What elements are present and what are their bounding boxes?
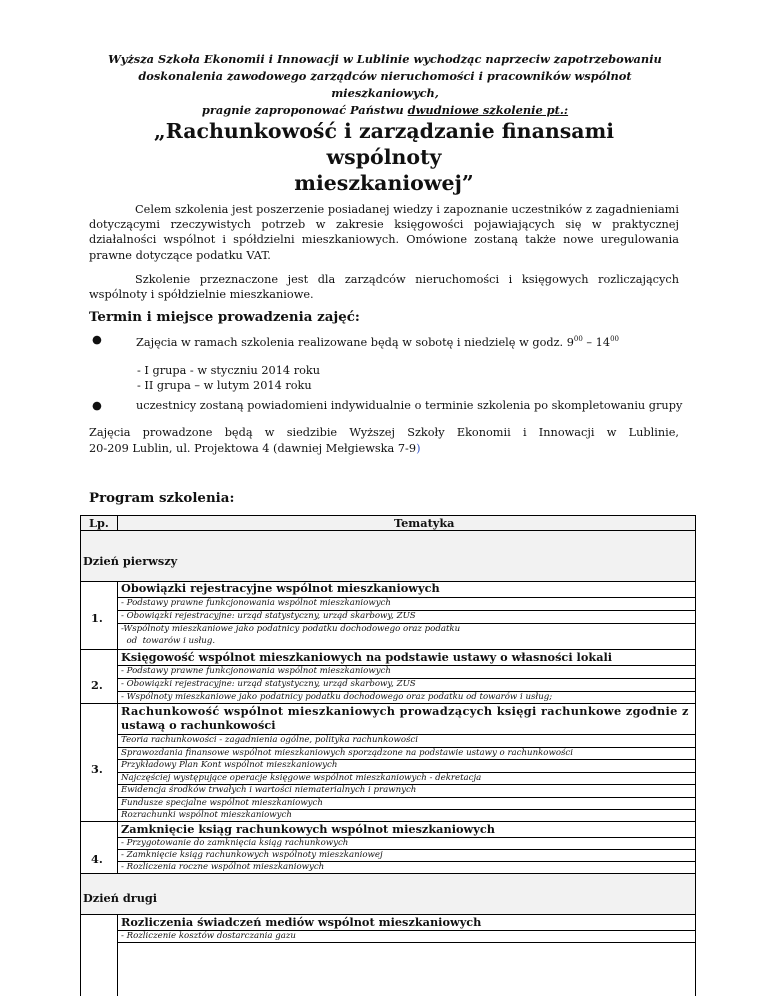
list-item: Sprawozdania finansowe wspólnot mieszkaniowych sporządzone na podstawie ustawy o rachunkowości <box>121 748 573 758</box>
list-item: - Wspólnoty mieszkaniowe jako podatnicy podatku dochodowego oraz podatku od towarów i usług; <box>121 692 553 702</box>
program-heading: Program szkolenia: <box>89 490 235 506</box>
venue-paragraph: Zajęcia prowadzone będą w siedzibie Wyższej Szkoły Ekonomii i Innowacji w Lublinie, 20-209 Lublin, ul. Projektowa 4 (dawniej Mełgiewska 7-9) <box>89 426 679 455</box>
list-item: Najczęściej występujące operacje księgowe wspólnot mieszkaniowych - dekretacja <box>121 773 482 783</box>
column-header-topic: Tematyka <box>394 516 455 530</box>
section-3-title: Rachunkowość wspólnot mieszkaniowych prowadzących księgi rachunkowe zgodnie z ustawą o rachunkowości <box>121 704 689 732</box>
day-two-label: Dzień drugi <box>83 891 158 905</box>
section-4-number: 4. <box>91 852 103 866</box>
group-list: - I grupa - w styczniu 2014 roku - II grupa – w lutym 2014 roku <box>137 364 321 392</box>
audience-paragraph: Szkolenie przeznaczone jest dla zarządców nieruchomości i księgowych rozliczających wspólnoty i spółdzielnie mieszkaniowe. <box>89 273 679 302</box>
day-one-label: Dzień pierwszy <box>83 554 178 568</box>
purpose-paragraph: Celem szkolenia jest poszerzenie posiadanej wiedzy i zapoznanie uczestników z zagadnieniami dotyczącymi rzeczywistych potrzeb w zakresie księgowości pojawiających się w praktycznej działalności wspólnot i spółdzielni mieszkaniowych. Omówione zostaną także nowe uregulowania prawne dotyczące podatku VAT. <box>89 203 679 262</box>
list-item: - Rozliczenie kosztów dostarczania gazu <box>121 931 296 941</box>
list-item: -Wspólnoty mieszkaniowe jako podatnicy podatku dochodowego oraz podatku <box>121 624 461 634</box>
list-item: Rozrachunki wspólnot mieszkaniowych <box>121 810 292 820</box>
document-title: „Rachunkowość i zarządzanie finansami wspólnoty mieszkaniowej” <box>153 119 615 195</box>
bullet-icon: ● <box>92 333 102 346</box>
section-3-number: 3. <box>91 762 103 776</box>
list-item: od towarów i usług. <box>121 636 216 646</box>
section-2-number: 2. <box>91 678 103 692</box>
list-item: - Przygotowanie do zamknięcia ksiąg rachunkowych <box>121 838 349 848</box>
list-item: - Zamknięcie ksiąg rachunkowych wspólnoty mieszkaniowej <box>121 850 383 860</box>
list-item: - Obowiązki rejestracyjne: urząd statystyczny, urząd skarbowy, ZUS <box>121 611 416 621</box>
section-1-number: 1. <box>91 611 103 625</box>
schedule-heading: Termin i miejsce prowadzenia zajęć: <box>89 309 360 325</box>
section-1-title: Obowiązki rejestracyjne wspólnot mieszkaniowych <box>121 581 440 595</box>
program-table <box>80 515 696 996</box>
list-item: Przykładowy Plan Kont wspólnot mieszkaniowych <box>121 760 338 770</box>
list-item: - Rozliczenia roczne wspólnot mieszkaniowych <box>121 862 325 872</box>
section-4-title: Zamknięcie ksiąg rachunkowych wspólnot mieszkaniowych <box>121 822 495 836</box>
bullet-icon: ● <box>92 399 102 412</box>
list-item: - Obowiązki rejestracyjne: urząd statystyczny, urząd skarbowy, ZUS <box>121 679 416 689</box>
column-header-lp: Lp. <box>89 516 109 530</box>
list-item: Ewidencja środków trwałych i wartości niematerialnych i prawnych <box>121 785 417 795</box>
intro-text: Wyższa Szkoła Ekonomii i Innowacji w Lublinie wychodząc naprzeciw zapotrzebowaniu doskonalenia zawodowego zarządców nieruchomości i pracowników wspólnot mieszkaniowych, pragnie zaproponować Państwu dwudniowe szkolenie pt.: <box>108 52 662 117</box>
list-item: Teoria rachunkowości - zagadnienia ogólne, polityka rachunkowości <box>121 735 418 745</box>
section-5-title: Rozliczenia świadczeń mediów wspólnot mieszkaniowych <box>121 915 482 929</box>
document-page: Wyższa Szkoła Ekonomii i Innowacji w Lublinie wychodząc naprzeciw zapotrzebowaniu doskonalenia zawodowego zarządców nieruchomości i pracowników wspólnot mieszkaniowych, pragnie zaproponować Państwu dwudniowe szkolenie pt.: „Rachunkowość i zarządzanie finansami wspólnoty mieszkaniowej” Celem szkolenia jest poszerzenie posiadanej wiedzy i zapoznanie uczestników z zagadnieniami dotyczącymi rzeczywistych potrzeb w zakresie księgowości pojawiających się w praktycznej działalności wspólnot i spółdzielni mieszkaniowych. Omówione zostaną także nowe uregulowania prawne dotyczące podatku VAT. Szkolenie przeznaczone jest dla zarządców nieruchomości i księgowych rozliczających wspólnoty i spółdzielnie mieszkaniowe. Termin i miejsce prowadzenia zajęć: ● Zajęcia w ramach szkolenia realizowane będą w sobotę i niedzielę w godz. $9^{00} - 14^{00}$ - I grupa - w styczniu 2014 roku - II grupa – w lutym 2014 roku ● uczestnicy zostaną powiadomieni indywidualnie o terminie szkolenia po skompletowaniu grupy Zajęcia prowadzone będą w siedzibie Wyższej Szkoły Ekonomii i Innowacji w Lublinie, 20-209 Lublin, ul. Projektowa 4 (dawniej Mełgiewska 7-9) Program szkolenia: Lp. Tematyka Dzień pierwszy Obowiązki rejestracyjne wspólnot mieszkaniowych - Podstawy prawne funkcjonowania wspólnot mieszkaniowych - Obowiązki rejestracyjne: urząd statystyczny, urząd skarbowy, ZUS -Wspólnoty mieszkaniowe jako podatnicy podatku dochodowego oraz podatku od towarów i usług. 1. Księgowość wspólnot mieszkaniowych na podstawie ustawy o własności lokali - Podstawy prawne funkcjonowania wspólnot mieszkaniowych - Obowiązki rejestracyjne: urząd statystyczny, urząd skarbowy, ZUS - Wspólnoty mieszkaniowe jako podatnicy podatku dochodowego oraz podatku od towarów i usług; 2. Rachunkowość wspólnot mieszkaniowych prowadzących księgi rachunkowe zgodnie z ustawą o rachunkowości Teoria rachunkowości - zagadnienia ogólne, polityka rachunkowości Sprawozdania finansowe wspólnot mieszkaniowych sporządzone na podstawie ustawy o rachunkowości Przykładowy Plan Kont wspólnot mieszkaniowych Najczęściej występujące operacje księgowe wspólnot mieszkaniowych - dekretacja Ewidencja środków trwałych i wartości niematerialnych i prawnych Fundusze specjalne wspólnot mieszkaniowych Rozrachunki wspólnot mieszkaniowych 3. Zamknięcie ksiąg rachunkowych wspólnot mieszkaniowych - Przygotowanie do zamknięcia ksiąg rachunkowych - Zamknięcie ksiąg rachunkowych wspólnoty mieszkaniowej - Rozliczenia roczne wspólnot mieszkaniowych 4. Dzień drugi Rozliczenia świadczeń mediów wspólnot mieszkaniowych - Rozliczenie kosztów dostarczania gazu <box>0 0 768 994</box>
list-item: - Podstawy prawne funkcjonowania wspólnot mieszkaniowych <box>121 598 391 608</box>
list-item: Fundusze specjalne wspólnot mieszkaniowych <box>121 798 323 808</box>
list-item: - Podstawy prawne funkcjonowania wspólnot mieszkaniowych <box>121 666 391 676</box>
section-2-title: Księgowość wspólnot mieszkaniowych na podstawie ustawy o własności lokali <box>121 650 613 664</box>
